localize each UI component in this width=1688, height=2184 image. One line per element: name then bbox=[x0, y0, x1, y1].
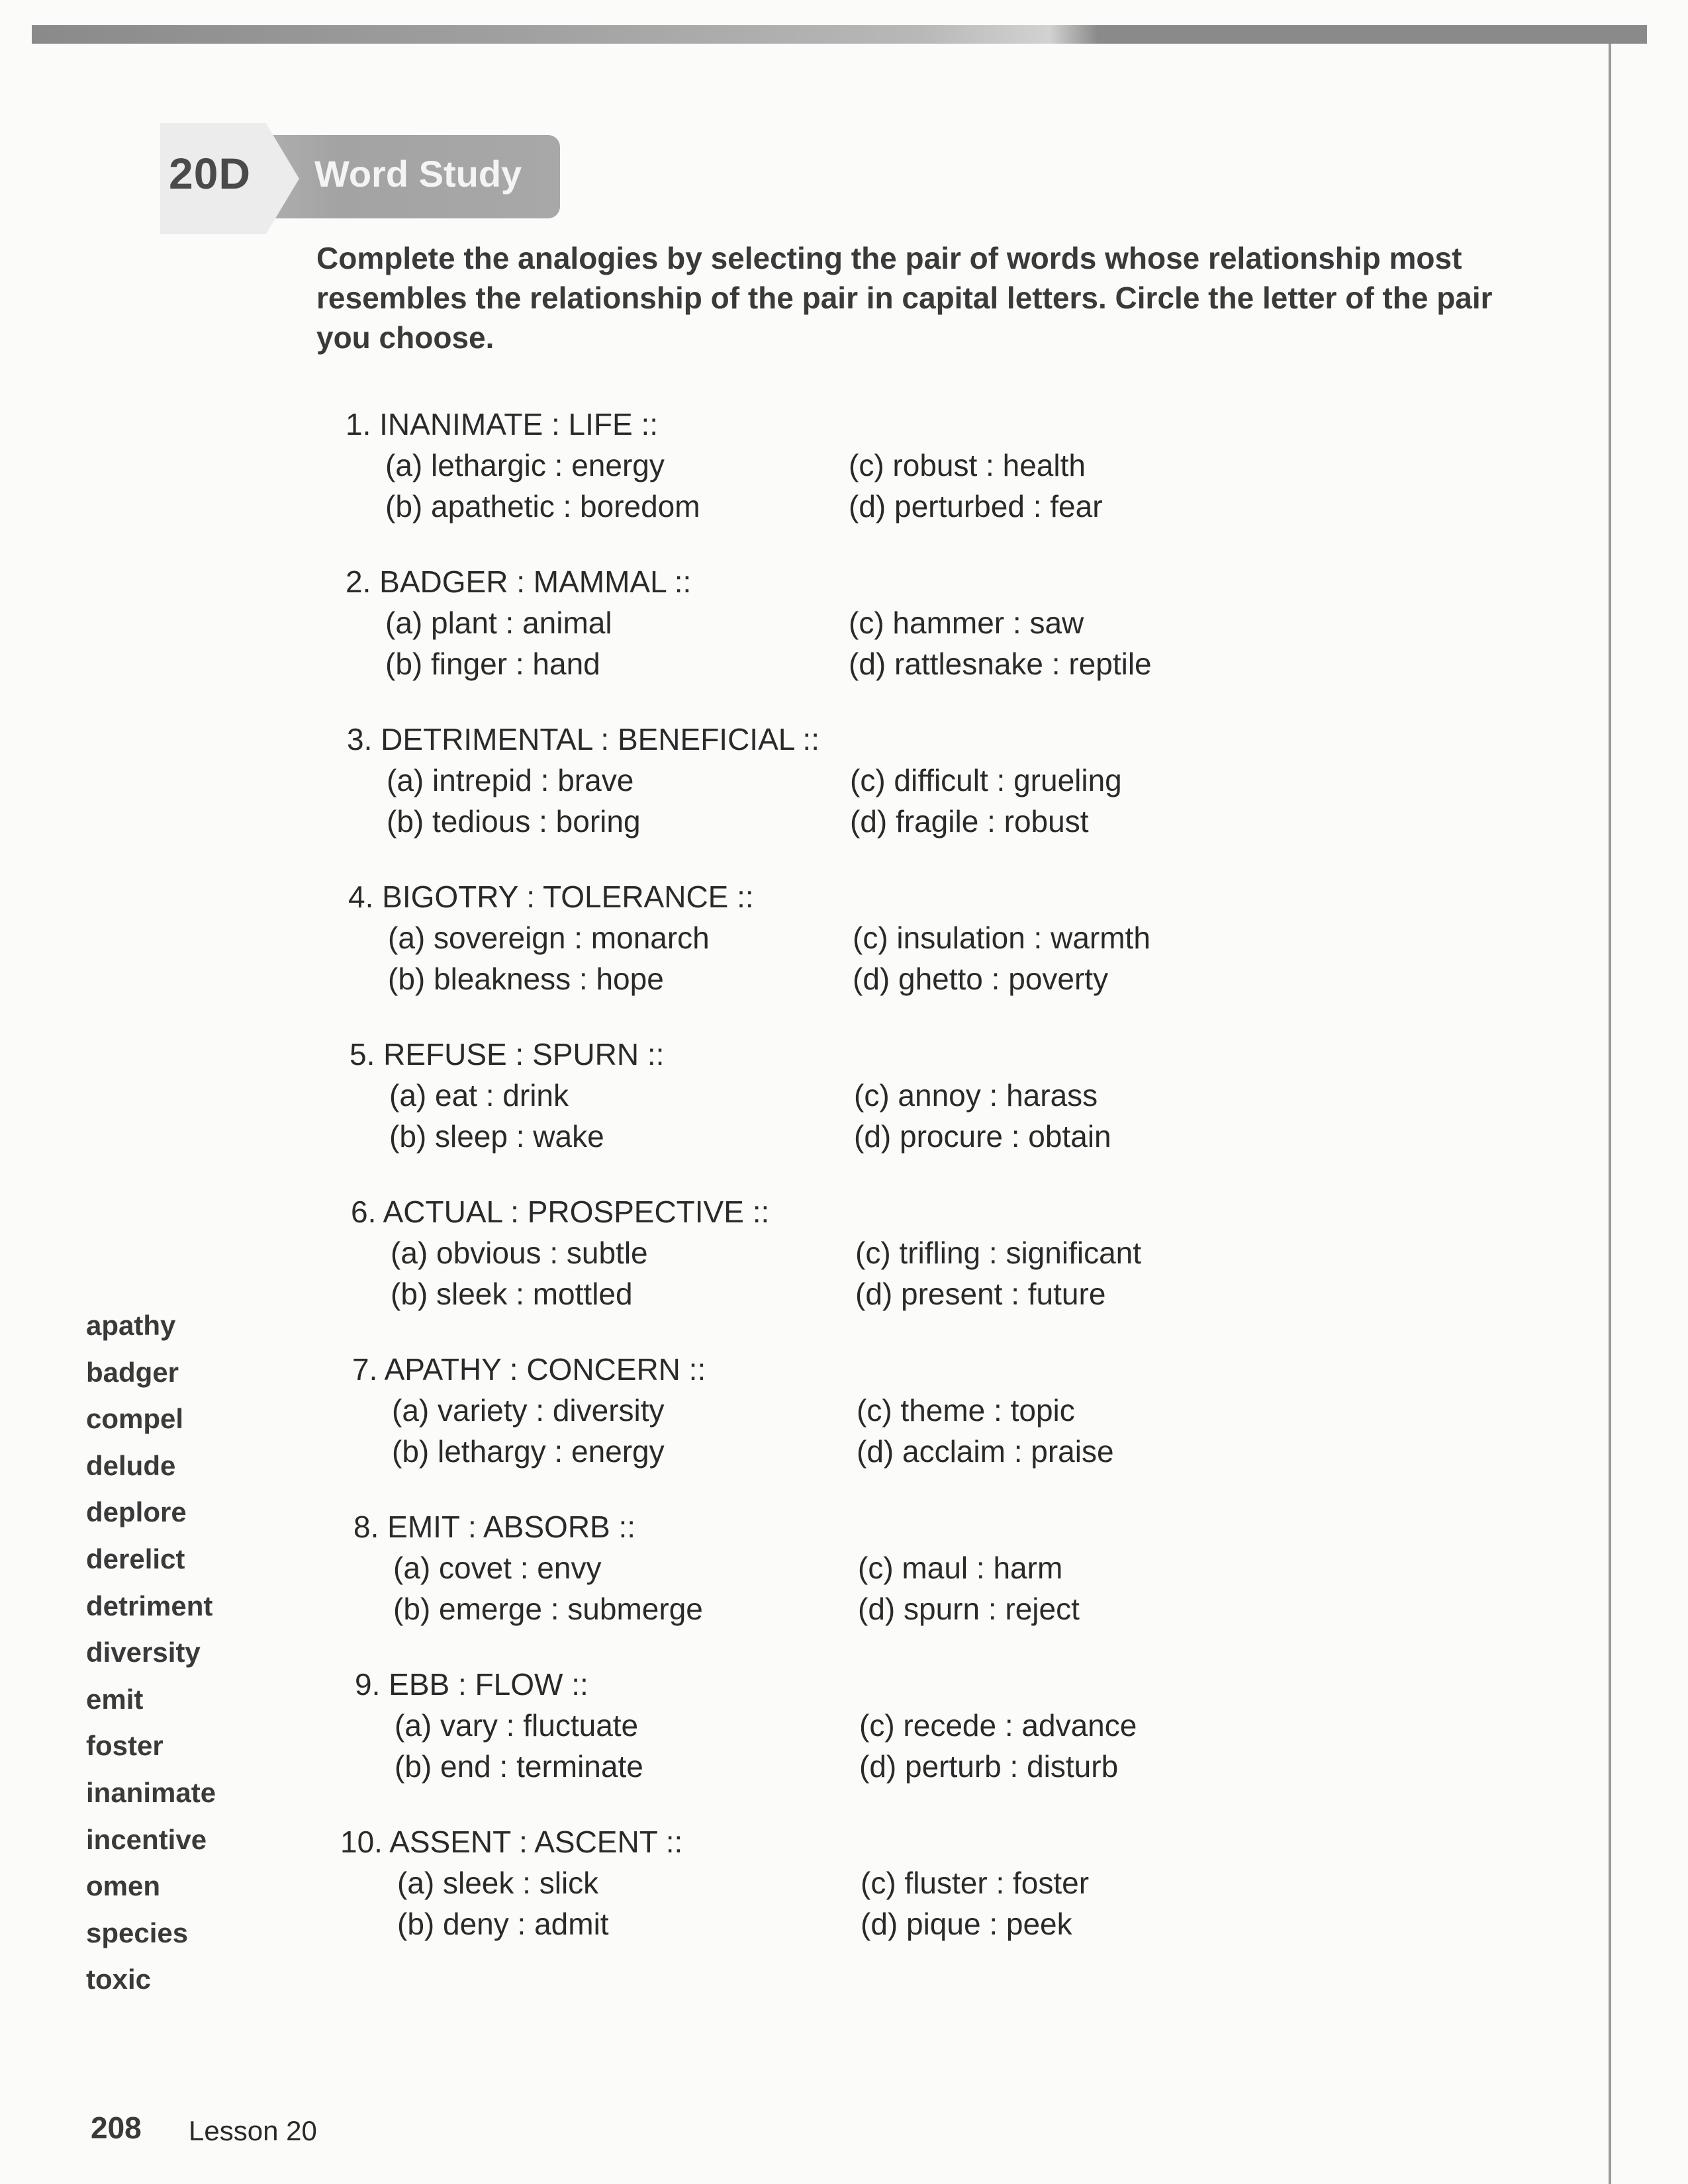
option-a[interactable]: (a) vary : fluctuate bbox=[395, 1708, 639, 1743]
word-bank-item: derelict bbox=[86, 1543, 185, 1574]
option-d[interactable]: (d) procure : obtain bbox=[854, 1119, 1111, 1154]
section-number: 20D bbox=[169, 149, 252, 198]
question-stem: 10. ASSENT : ASCENT :: bbox=[340, 1825, 683, 1859]
question-stem: 8. EMIT : ABSORB :: bbox=[353, 1510, 636, 1544]
option-c[interactable]: (c) robust : health bbox=[849, 448, 1086, 482]
option-c[interactable]: (c) recede : advance bbox=[859, 1708, 1137, 1743]
option-a[interactable]: (a) obvious : subtle bbox=[391, 1236, 648, 1270]
option-c[interactable]: (c) hammer : saw bbox=[849, 606, 1084, 640]
option-c[interactable]: (c) trifling : significant bbox=[855, 1236, 1142, 1270]
word-bank-item: badger bbox=[86, 1356, 179, 1388]
option-c[interactable]: (c) annoy : harass bbox=[854, 1078, 1098, 1113]
option-d[interactable]: (d) pique : peek bbox=[861, 1907, 1072, 1941]
question-stem: 7. APATHY : CONCERN :: bbox=[352, 1352, 706, 1387]
word-bank-item: inanimate bbox=[86, 1776, 216, 1808]
option-b[interactable]: (b) apathetic : boredom bbox=[385, 489, 700, 523]
word-bank-item: detriment bbox=[86, 1590, 213, 1621]
option-d[interactable]: (d) rattlesnake : reptile bbox=[849, 647, 1152, 681]
question-stem: 4. BIGOTRY : TOLERANCE :: bbox=[348, 880, 754, 914]
option-b[interactable]: (b) sleek : mottled bbox=[391, 1277, 633, 1311]
option-d[interactable]: (d) acclaim : praise bbox=[857, 1434, 1114, 1469]
word-bank-item: apathy bbox=[86, 1310, 176, 1341]
lesson-label: Lesson 20 bbox=[189, 2115, 317, 2146]
question-stem: 5. REFUSE : SPURN :: bbox=[350, 1037, 665, 1071]
option-c[interactable]: (c) insulation : warmth bbox=[853, 921, 1150, 955]
option-a[interactable]: (a) sovereign : monarch bbox=[388, 921, 710, 955]
option-c[interactable]: (c) fluster : foster bbox=[861, 1866, 1090, 1900]
option-b[interactable]: (b) bleakness : hope bbox=[388, 962, 664, 996]
word-bank-item: compel bbox=[86, 1403, 184, 1435]
option-c[interactable]: (c) difficult : grueling bbox=[850, 763, 1122, 797]
question-stem: 6. ACTUAL : PROSPECTIVE :: bbox=[351, 1195, 770, 1229]
word-bank-item: species bbox=[86, 1917, 189, 1948]
option-d[interactable]: (d) fragile : robust bbox=[850, 804, 1089, 839]
question-stem: 2. BADGER : MAMMAL :: bbox=[346, 565, 692, 599]
option-b[interactable]: (b) tedious : boring bbox=[387, 804, 641, 839]
option-b[interactable]: (b) emerge : submerge bbox=[393, 1592, 703, 1626]
word-bank-item: emit bbox=[86, 1683, 144, 1715]
instructions: Complete the analogies by selecting the pair of words whose relationship most resembles the relationship of the pair in capital letters. Circle the letter of the pair you choose. bbox=[316, 241, 1493, 355]
page-right-edge bbox=[1609, 44, 1611, 2184]
option-d[interactable]: (d) present : future bbox=[855, 1277, 1106, 1311]
word-bank-item: omen bbox=[86, 1870, 161, 1902]
option-d[interactable]: (d) ghetto : poverty bbox=[853, 962, 1109, 996]
option-c[interactable]: (c) maul : harm bbox=[858, 1551, 1063, 1585]
option-a[interactable]: (a) intrepid : brave bbox=[387, 763, 634, 797]
option-b[interactable]: (b) end : terminate bbox=[395, 1749, 643, 1784]
option-a[interactable]: (a) lethargic : energy bbox=[385, 448, 665, 482]
page-number: 208 bbox=[91, 2111, 142, 2145]
word-bank bbox=[86, 1309, 216, 2010]
option-a[interactable]: (a) plant : animal bbox=[385, 606, 612, 640]
option-b[interactable]: (b) lethargy : energy bbox=[392, 1434, 665, 1469]
question-stem: 1. INANIMATE : LIFE :: bbox=[346, 407, 659, 441]
option-b[interactable]: (b) sleep : wake bbox=[389, 1119, 604, 1154]
word-bank-item: delude bbox=[86, 1449, 176, 1481]
option-c[interactable]: (c) theme : topic bbox=[857, 1393, 1075, 1428]
word-bank-item: diversity bbox=[86, 1637, 201, 1668]
question-stem: 9. EBB : FLOW :: bbox=[355, 1667, 588, 1702]
option-d[interactable]: (d) perturbed : fear bbox=[849, 489, 1103, 523]
option-b[interactable]: (b) finger : hand bbox=[385, 647, 600, 681]
option-a[interactable]: (a) eat : drink bbox=[389, 1078, 569, 1113]
question-stem: 3. DETRIMENTAL : BENEFICIAL :: bbox=[347, 722, 820, 756]
option-b[interactable]: (b) deny : admit bbox=[397, 1907, 609, 1941]
option-a[interactable]: (a) variety : diversity bbox=[392, 1393, 665, 1428]
word-bank-item: toxic bbox=[86, 1964, 152, 1995]
word-bank-item: incentive bbox=[86, 1823, 207, 1855]
word-bank-item: deplore bbox=[86, 1496, 187, 1528]
option-d[interactable]: (d) spurn : reject bbox=[858, 1592, 1080, 1626]
section-title: Word Study bbox=[314, 153, 522, 195]
option-a[interactable]: (a) covet : envy bbox=[393, 1551, 602, 1585]
option-d[interactable]: (d) perturb : disturb bbox=[859, 1749, 1119, 1784]
top-border-bar bbox=[32, 25, 1647, 44]
word-bank-item: foster bbox=[86, 1730, 164, 1762]
option-a[interactable]: (a) sleek : slick bbox=[397, 1866, 599, 1900]
